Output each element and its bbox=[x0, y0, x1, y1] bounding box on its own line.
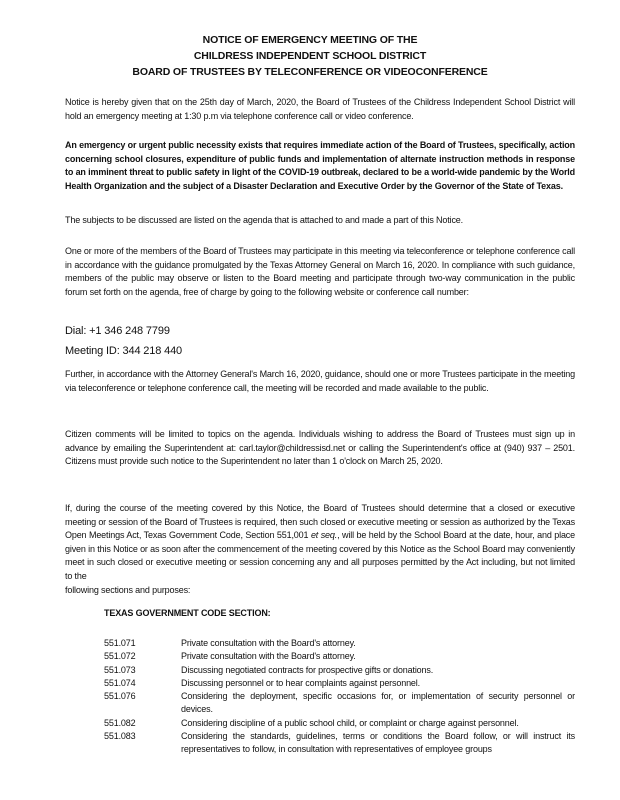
code-number: 551.083 bbox=[104, 731, 136, 742]
code-description: Private consultation with the Board's attorney. bbox=[181, 651, 356, 662]
code-number: 551.071 bbox=[104, 638, 136, 648]
emergency-paragraph: An emergency or urgent public necessity exists that requires immediate action of the Board of Trustees, specifically, action concerning school closures, expenditure of public funds and implementation of alternate instruction methods in response to an imminent threat to public safety in light of the COVID-19 outbreak, declared to be a world-wide pandemic by the World Health Organization and the subject of a Disaster Declaration and Executive Order by the Governor of the State of Texas. bbox=[65, 140, 575, 191]
code-number: 551.074 bbox=[104, 677, 136, 688]
code-description: Private consultation with the Board's attorney. bbox=[181, 638, 356, 648]
code-number: 551.072 bbox=[104, 651, 136, 662]
code-section-heading: TEXAS GOVERNMENT CODE SECTION: bbox=[104, 608, 271, 618]
document-title bbox=[0, 32, 620, 80]
et-seq: et seq. bbox=[310, 530, 338, 541]
participation-paragraph: One or more of the members of the Board of Trustees may participate in this meeting via teleconference or telephone conference call in accordance with the guidance promulgated by the Texas Attorney General on March 16, 2020. In compliance with such guidance, members of the public may observe or listen to the Board meeting and participate through two-way communication in the public forum set forth on the agenda, free of charge by going to the following website or conference call number: bbox=[65, 246, 575, 297]
code-row bbox=[104, 637, 575, 650]
code-description: Discussing negotiated contracts for prospective gifts or donations. bbox=[181, 664, 434, 675]
code-row bbox=[104, 717, 575, 730]
notice-paragraph: Notice is hereby given that on the 25th day of March, 2020, the Board of Trustees of the Childress Independent School District will hold an emergency meeting at 1:30 p.m via telephone conference call or video conference. bbox=[65, 97, 575, 121]
code-row bbox=[104, 664, 575, 677]
closed-session-paragraph bbox=[65, 502, 575, 597]
citizen-comments-paragraph: Citizen comments will be limited to topics on the agenda. Individuals wishing to address the Board of Trustees must sign up in advance by emailing the Superintendent at: carl.taylor@childressisd.net or calling the Superintendent's office at (940) 937 – 2501. Citizens must provide such notice to the Superintendent no later than 1 o'clock on March 25, 2020. bbox=[65, 429, 575, 467]
subjects-paragraph: The subjects to be discussed are listed on the agenda that is attached to and made a part of this Notice. bbox=[65, 215, 464, 225]
code-row bbox=[104, 730, 575, 757]
code-description: Considering the deployment, specific occasions for, or implementation of security personnel or devices. bbox=[181, 691, 575, 715]
code-number: 551.082 bbox=[104, 717, 136, 728]
meeting-id: Meeting ID: 344 218 440 bbox=[65, 345, 183, 357]
code-description: Considering discipline of a public school child, or complaint or charge against personnel. bbox=[181, 717, 519, 728]
code-number: 551.076 bbox=[104, 691, 136, 702]
dial-number: Dial: +1 346 248 7799 bbox=[65, 325, 170, 337]
code-number: 551.073 bbox=[104, 664, 136, 675]
code-section-list bbox=[104, 637, 575, 757]
code-description: Discussing personnel or to hear complaints against personnel. bbox=[181, 677, 420, 688]
code-row bbox=[104, 677, 575, 690]
title-line: BOARD OF TRUSTEES BY TELECONFERENCE OR VIDEOCONFERENCE bbox=[132, 66, 488, 78]
closed-session-text: If, during the course of the meeting covered by this Notice, the Board of Trustees should determine that a closed or executive meeting or session of the Board of Trustees is required, then such closed or executive meeting or session as authorized by the Texas Open Meetings Act, Texas Government Code, Section 551,001 bbox=[65, 503, 575, 541]
title-line: NOTICE OF EMERGENCY MEETING OF THE bbox=[202, 34, 418, 46]
title-line: CHILDRESS INDEPENDENT SCHOOL DISTRICT bbox=[193, 50, 427, 62]
code-row bbox=[104, 650, 575, 663]
code-description: Considering the standards, guidelines, terms or conditions the Board follow, or will instruct its representatives to follow, in consultation with representatives of employee groups bbox=[181, 731, 575, 755]
code-row bbox=[104, 690, 575, 717]
closed-session-text-cont: , will be held by the School Board at the date, hour, and place given in this Notice or as soon after the commencement of the meeting covered by this Notice as the School Board may conveniently meet in such closed or executive meeting or session concerning any and all purposes permitted by the Act including, but not limited to the bbox=[65, 530, 576, 581]
closed-session-text-end: following sections and purposes: bbox=[65, 584, 191, 595]
recording-paragraph: Further, in accordance with the Attorney General's March 16, 2020, guidance, should one or more Trustees participate in the meeting via teleconference or telephone conference call, the meeting will be recorded and made available to the public. bbox=[65, 369, 575, 393]
